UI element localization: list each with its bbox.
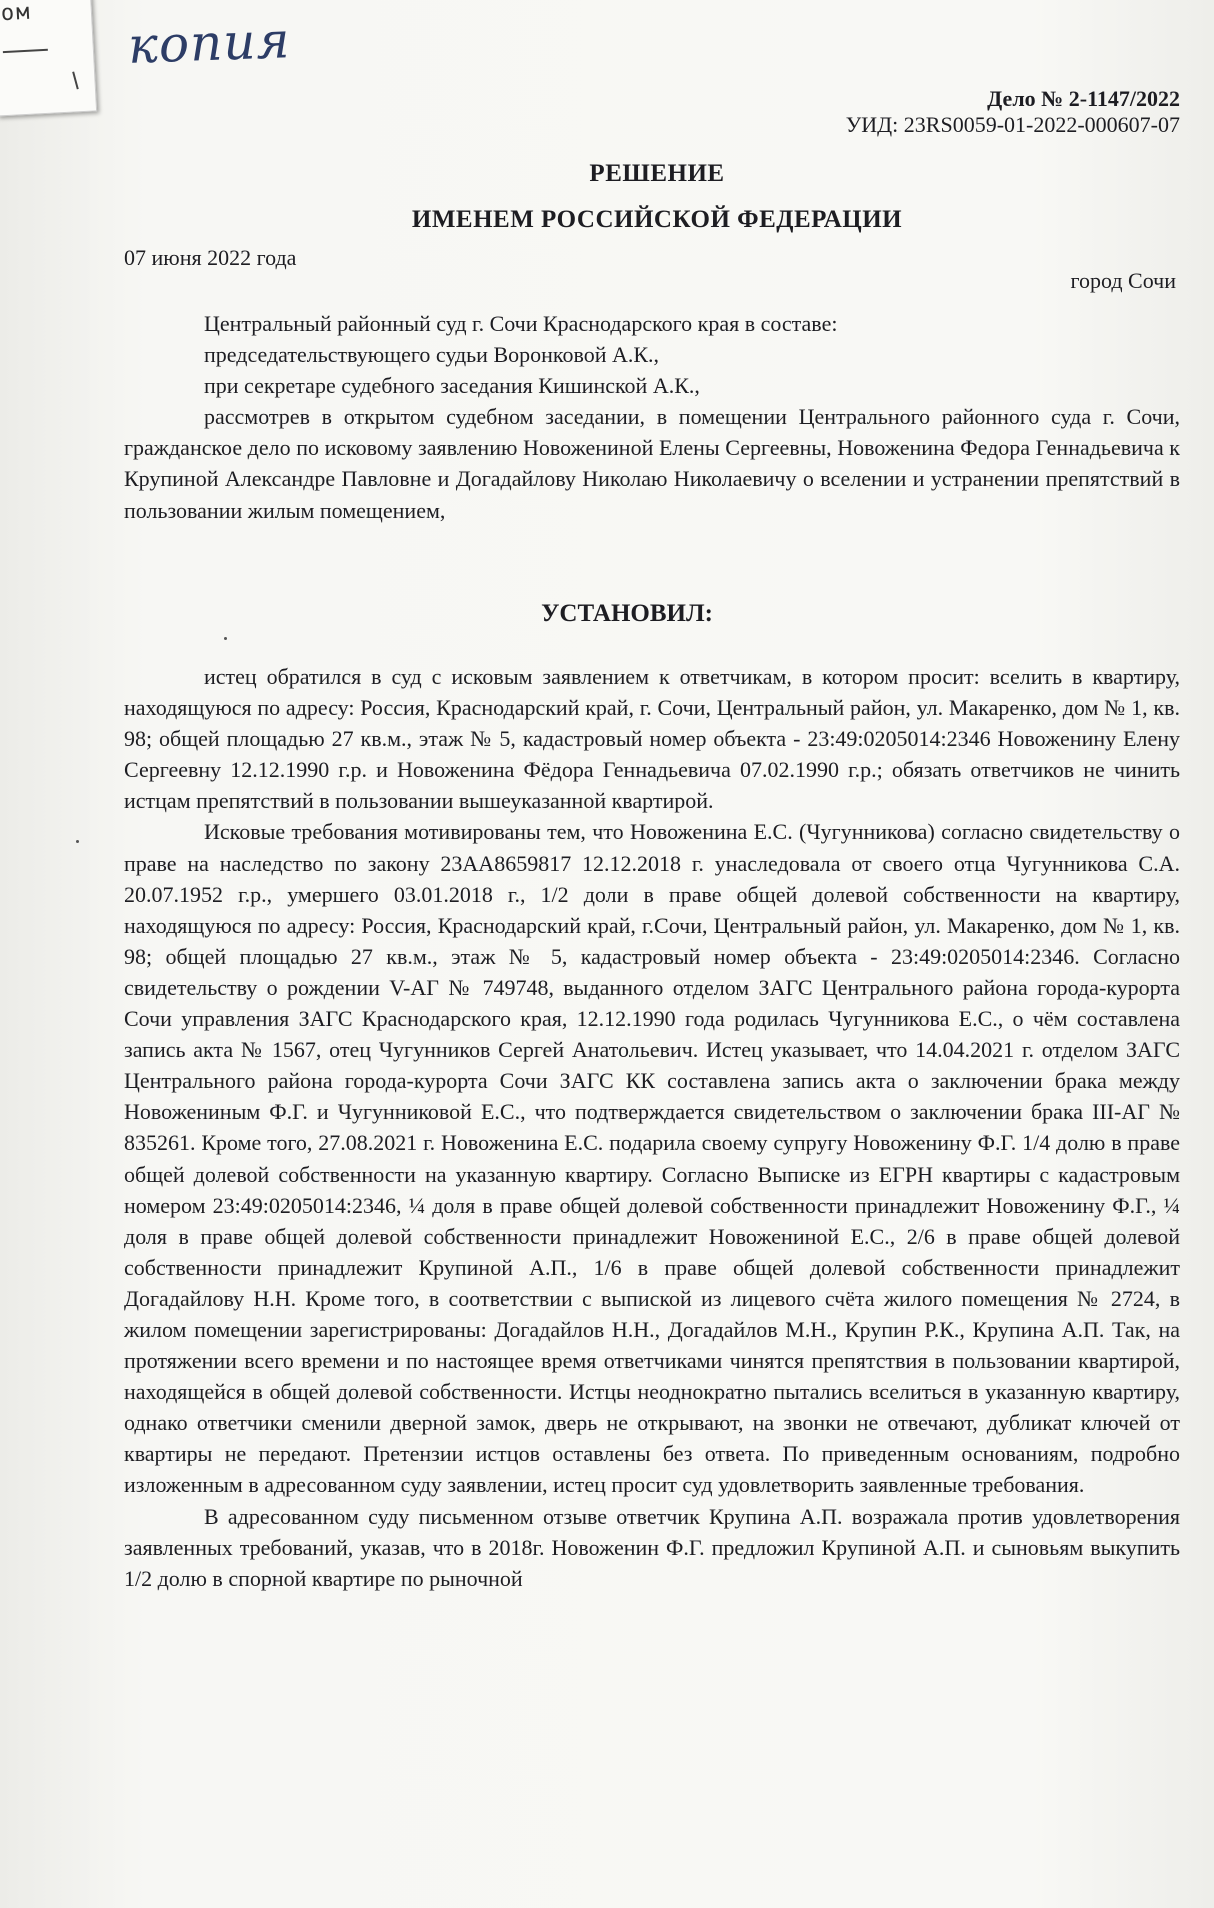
composition-line-court: Центральный районный суд г. Сочи Краснодарского края в составе: [204, 311, 838, 336]
speck [224, 637, 227, 640]
decision-date: 07 июня 2022 года [124, 245, 297, 270]
paragraph-claim: истец обратился в суд с исковым заявлением к ответчикам, в котором просит: вселить в квартиру, находящуюся по адресу: Россия, Краснодарский край, г. Сочи, Центральный район, ул. Макаренко, дом № 1, кв. 98; общей площадью 27 кв.м., этаж № 5, кадастровый номер объекта - 23:49:0205014:2346 Новоженину Елену Сергеевну 12.12.1990 г.р. и Новоженина Фёдора Геннадьевича 07.02.1990 г.р.; обязать ответчиков не чинить истцам препятствий в пользовании вышеуказанной квартирой. [124, 664, 1180, 814]
handwritten-copy-mark: копия [127, 11, 292, 75]
speck [76, 840, 79, 843]
sticky-note-line [3, 49, 48, 53]
composition-line-judge: председательствующего судьи Воронковой А.К., [204, 342, 660, 368]
paragraph-grounds: Исковые требования мотивированы тем, что Новоженина Е.С. (Чугунникова) согласно свидетельству о праве на наследство по закону 23АА8659817 12.12.2018 г. унаследовала от своего отца Чугунникова С.А. 20.07.1952 г.р., умершего 03.01.2018 г., 1/2 доли в праве общей долевой собственности на квартиру, находящуюся по адресу: Россия, Краснодарский край, г.Сочи, Центральный район, ул. Макаренко, дом № 1, кв. 98; общей площадью 27 кв.м., этаж № 5, кадастровый номер объекта - 23:49:0205014:2346. Согласно свидетельству о рождении V-АГ № 749748, выданного отделом ЗАГС Центрального района города-курорта Сочи управления ЗАГС Краснодарского края, 12.12.1990 года родилась Чугунникова Е.С., о чём составлена запись акта № 1567, отец Чугунников Сергей Анатольевич. Истец указывает, что 14.04.2021 г. отделом ЗАГС Центрального района города-курорта Сочи ЗАГС КК составлена запись акта о заключении брака между Новожениным Ф.Г. и Чугунниковой Е.С., что подтверждается свидетельством о заключении брака III-АГ № 835261. Кроме того, 27.08.2021 г. Новоженина Е.С. подарила своему супругу Новоженину Ф.Г. 1/4 долю в праве общей долевой собственности на указанную квартиру. Согласно Выписке из ЕГРН квартиры с кадастровым номером 23:49:0205014:2346, ¼ доля в праве общей долевой собственности принадлежит Новоженину Ф.Г., ¼ доля в праве общей долевой собственности принадлежит Новожениной Е.С., 2/6 в праве общей долевой собственности принадлежит Крупиной А.П., 1/6 в праве общей долевой собственности принадлежит Догадайлову Н.Н. Кроме того, в соответствии с выпиской из лицевого счёта жилого помещения № 2724, в жилом помещении зарегистрированы: Догадайлов Н.Н., Догадайлов М.Н., Крупин Р.К., Крупина А.П. Так, на протяжении всего времени и по настоящее время ответчиками чинятся препятствия в пользовании квартирой, находящейся в общей долевой собственности. Истцы неоднократно пытались вселиться в указанную квартиру, однако ответчики сменили дверной замок, дверь не открывают, на звонки не отвечают, дубликат ключей от квартиры не передают. Претензии истцов оставлены без ответа. По приведенным основаниям, подробно изложенным в адресованном суду заявлении, истец просит суд удовлетворить заявленные требования. [124, 819, 1180, 1498]
paragraph-objection: В адресованном суду письменном отзыве ответчик Крупина А.П. возражала против удовлетворения заявленных требований, указав, что в 2018г. Новоженин Ф.Г. предложил Крупиной А.П. и сыновьям выкупить 1/2 долю в спорной квартире по рыночной [124, 1503, 1180, 1591]
court-composition [124, 308, 1180, 526]
sticky-note-text: ом [0, 0, 32, 27]
sticky-note [0, 0, 97, 117]
decision-city: город Сочи [1070, 268, 1176, 293]
section-heading-established: УСТАНОВИЛ: [541, 600, 713, 627]
composition-line-case: рассмотрев в открытом судебном заседании, в помещении Центрального районного суда г. Сочи, гражданское дело по исковому заявлению Новожениной Елены Сергеевны, Новоженина Федора Геннадьевича к Крупиной Александре Павловне и Догадайлову Николаю Николаевичу о вселении и устранении препятствий в пользовании жилым помещением, [124, 404, 1180, 523]
sticky-note-mark [72, 71, 79, 89]
document-subtitle: ИМЕНЕМ РОССИЙСКОЙ ФЕДЕРАЦИИ [411, 206, 903, 233]
case-number: Дело № 2-1147/2022 [987, 86, 1180, 111]
case-uid: УИД: 23RS0059-01-2022-000607-07 [845, 112, 1180, 137]
decision-body [124, 661, 1180, 1594]
composition-line-secretary: при секретаре судебного заседания Кишинской А.К., [204, 373, 700, 399]
document-title: РЕШЕНИЕ [589, 160, 725, 187]
